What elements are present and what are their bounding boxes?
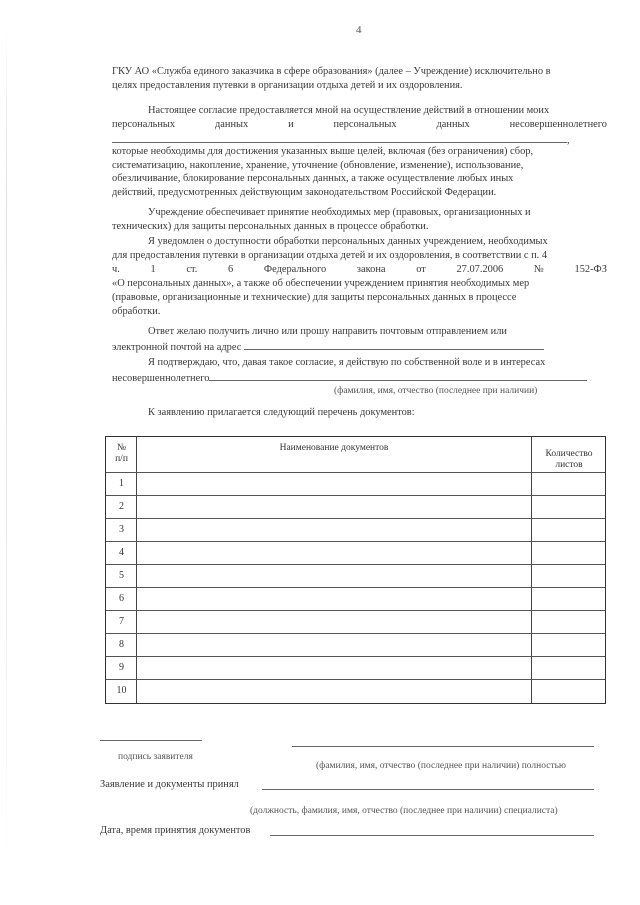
table-row-number: 9 [119, 662, 124, 673]
documents-table [105, 436, 606, 704]
table-row-number: 6 [119, 593, 124, 604]
table-row-number: 5 [119, 570, 124, 581]
applicant-signature-caption: подпись заявителя [118, 752, 193, 762]
received-by-line[interactable] [262, 789, 594, 790]
minor-fullname-caption: (фамилия, имя, отчество (последнее при наличии) [334, 386, 538, 396]
para3-line1: Учреждение обеспечивает принятие необходимых мер (правовых, организационных и [148, 207, 531, 218]
para6-line1: Я подтверждаю, что, давая такое согласие, я действую по собственной воле и в интересах [148, 357, 546, 368]
table-row-number: 3 [119, 524, 124, 535]
page-number: 4 [356, 24, 362, 36]
word: персональных [112, 119, 176, 130]
scan-edge-shadow [6, 20, 7, 880]
para2-line3: , [112, 132, 570, 147]
word: несовершеннолетнего [509, 119, 607, 130]
para2-line2 [112, 118, 607, 131]
para4-line3: ч. 1 ст. 6 Федерального закона от 27.07.2006 № 152-ФЗ [112, 264, 607, 275]
date-time-line[interactable] [270, 835, 594, 836]
para2-line1: Настоящее согласие предоставляется мной на осуществление действий в отношении моих [148, 105, 550, 116]
minor-fullname-blank[interactable] [209, 370, 587, 381]
table-row-number: 1 [119, 478, 124, 489]
applicant-signature-line[interactable] [100, 740, 202, 741]
para4-line1: Я уведомлен о доступности обработки персональных данных учреждением, необходимых [148, 236, 548, 247]
table-row-number: 10 [116, 685, 127, 696]
header-document-name: Наименование документов [279, 443, 389, 453]
para1-line2: целях предоставления путевки в организации отдыха детей и их оздоровления. [112, 80, 463, 91]
word: персональных [333, 119, 397, 130]
para1-line1: ГКУ АО «Служба единого заказчика в сфере образования» (далее – Учреждение) исключительно в [112, 66, 551, 77]
table-row-number: 7 [119, 616, 124, 627]
header-sheet-count: Количество листов [545, 449, 593, 470]
para5-line1: Ответ желаю получить лично или прошу направить почтовым отправлением или [148, 326, 507, 337]
date-time-label: Дата, время принятия документов [100, 825, 251, 836]
word: данных [436, 119, 470, 130]
table-row-number: 8 [119, 639, 124, 650]
received-by-label: Заявление и документы принял [100, 779, 239, 790]
para2-line7: действий, предусмотренных действующим законодательством Российской Федерации. [112, 187, 497, 198]
para4-line6: обработки. [112, 306, 161, 317]
applicant-fullname-line[interactable] [292, 746, 594, 747]
minor-name-blank[interactable] [112, 132, 567, 143]
word: и [288, 119, 294, 130]
applicant-fullname-caption: (фамилия, имя, отчество (последнее при наличии) полностью [316, 761, 567, 771]
para2-line5: систематизацию, накопление, хранение, уточнение (обновление, изменение), использование, [112, 160, 524, 171]
header-number: № п/п [115, 443, 128, 464]
word: данных [214, 119, 249, 130]
attachment-intro: К заявлению прилагается следующий перечень документов: [148, 407, 415, 418]
received-by-caption: (должность, фамилия, имя, отчество (последнее при наличии) специалиста) [250, 806, 558, 816]
table-row-number: 2 [119, 501, 124, 512]
para5-line2: электронной почтой на адрес [112, 339, 544, 354]
para4-line5: (правовые, организационные и технические) для защиты персональных данных в процессе [112, 292, 517, 303]
para3-line2: технических) для защиты персональных данных в процессе обработки. [112, 221, 429, 232]
para4-line4: «О персональных данных», а также об обеспечении учреждением принятия необходимых мер [112, 278, 530, 289]
address-blank[interactable] [244, 339, 544, 350]
para6-line2: несовершеннолетнего [112, 370, 587, 385]
para2-line4: которые необходимы для достижения указанных выше целей, включая (без ограничения) сбор, [112, 146, 534, 157]
para4-line2: для предоставления путевки в организации отдыха детей и их оздоровления, в соответствии с п. 4 [112, 250, 548, 261]
table-row-number: 4 [119, 547, 124, 558]
para2-line6: обезличивание, блокирование персональных данных, а также осуществление любых иных [112, 173, 514, 184]
